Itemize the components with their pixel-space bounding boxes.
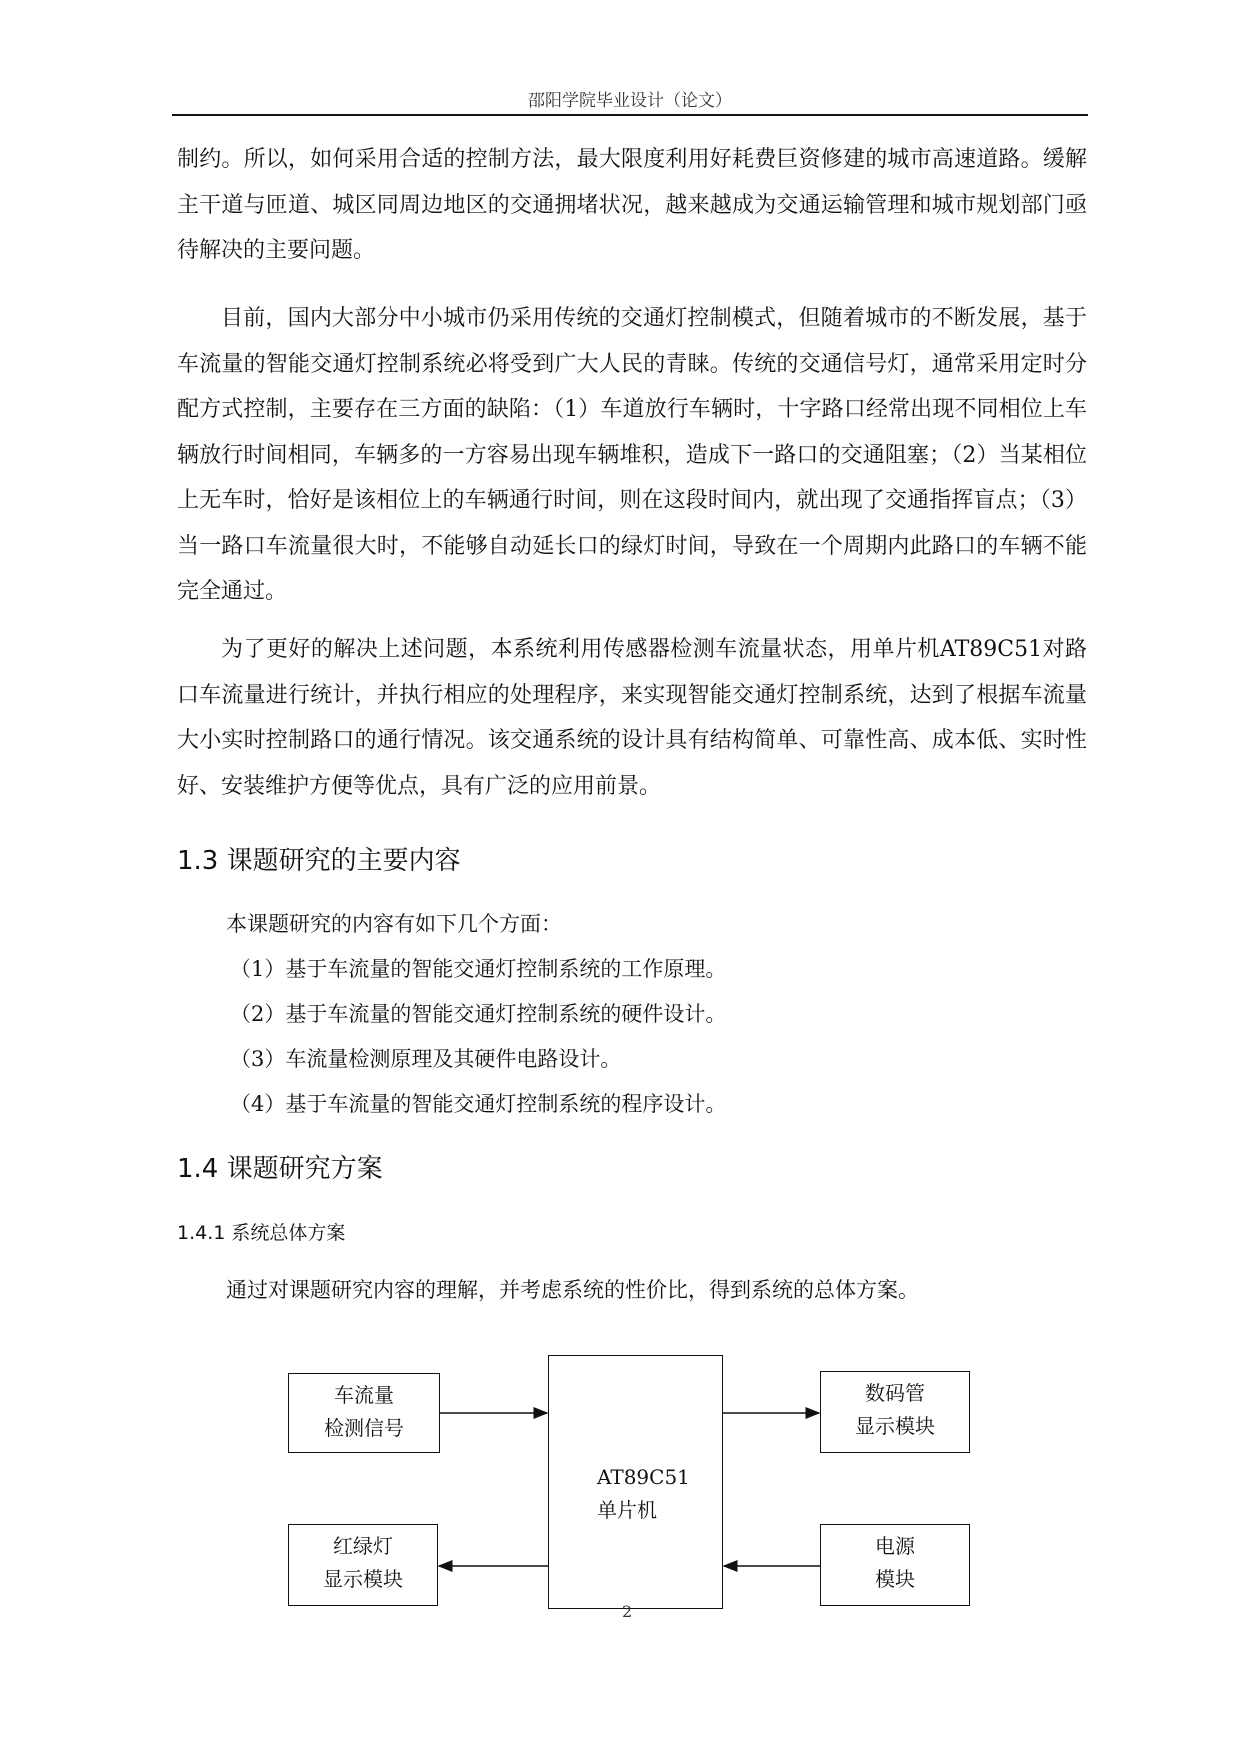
section-heading-1-3: 1.3 课题研究的主要内容 xyxy=(177,846,461,876)
running-header: 邵阳学院毕业设计（论文） xyxy=(528,91,732,111)
mcu-block-line-1: AT89C51 xyxy=(597,1465,690,1489)
paragraph-1-text: 制约。所以，如何采用合适的控制方法，最大限度利用好耗费巨资修建的城市高速道路。缓解主干道与匝道、城区同周边地区的交通拥堵状况，越来越成为交通运输管理和城市规划部门亟待解决的主要问题。 xyxy=(177,147,1087,263)
subsection-heading-1-4-1: 1.4.1 系统总体方案 xyxy=(177,1222,346,1244)
paragraph-3-text: 为了更好的解决上述问题，本系统利用传感器检测车流量状态，用单片机AT89C51对路口车流量进行统计，并执行相应的处理程序，来实现智能交通灯控制系统，达到了根据车流量大小实时控制路口的通行情况。该交通系统的设计具有结构简单、可靠性高、成本低、实时性好、安装维护方便等优点，具有广泛的应用前景。 xyxy=(177,637,1087,799)
display-block-line-1: 数码管 xyxy=(865,1381,925,1405)
mcu-block-line-2: 单片机 xyxy=(597,1498,657,1522)
list-item: （2）基于车流量的智能交通灯控制系统的硬件设计。 xyxy=(230,1002,727,1026)
page-number: 2 xyxy=(622,1602,633,1621)
paragraph-2-text: 目前，国内大部分中小城市仍采用传统的交通灯控制模式，但随着城市的不断发展，基于车流量的智能交通灯控制系统必将受到广大人民的青睐。传统的交通信号灯，通常采用定时分配方式控制，主要存在三方面的缺陷：（1）车道放行车辆时，十字路口经常出现不同相位上车辆放行时间相同，车辆多的一方容易出现车辆堆积，造成下一路口的交通阻塞；（2）当某相位上无车时，恰好是该相位上的车辆通行时间，则在这段时间内，就出现了交通指挥盲点；（3）当一路口车流量很大时，不能够自动延长口的绿灯时间，导致在一个周期内此路口的车辆不能完全通过。 xyxy=(177,306,1087,604)
section-1-3-intro: 本课题研究的内容有如下几个方面： xyxy=(226,912,562,936)
power-block-line-1: 电源 xyxy=(875,1534,915,1558)
sensor-block-line-1: 车流量 xyxy=(334,1383,394,1407)
list-item: （3）车流量检测原理及其硬件电路设计。 xyxy=(230,1047,622,1071)
traffic-light-block-line-1: 红绿灯 xyxy=(333,1534,393,1558)
list-item: （1）基于车流量的智能交通灯控制系统的工作原理。 xyxy=(230,957,727,981)
traffic-light-block-line-2: 显示模块 xyxy=(323,1567,403,1591)
section-1-4-intro: 通过对课题研究内容的理解，并考虑系统的性价比，得到系统的总体方案。 xyxy=(226,1278,919,1302)
power-block-line-2: 模块 xyxy=(875,1567,915,1591)
display-block-line-2: 显示模块 xyxy=(855,1414,935,1438)
sensor-block-line-2: 检测信号 xyxy=(324,1416,404,1440)
section-heading-1-4: 1.4 课题研究方案 xyxy=(177,1154,383,1184)
list-item: （4）基于车流量的智能交通灯控制系统的程序设计。 xyxy=(230,1092,727,1116)
